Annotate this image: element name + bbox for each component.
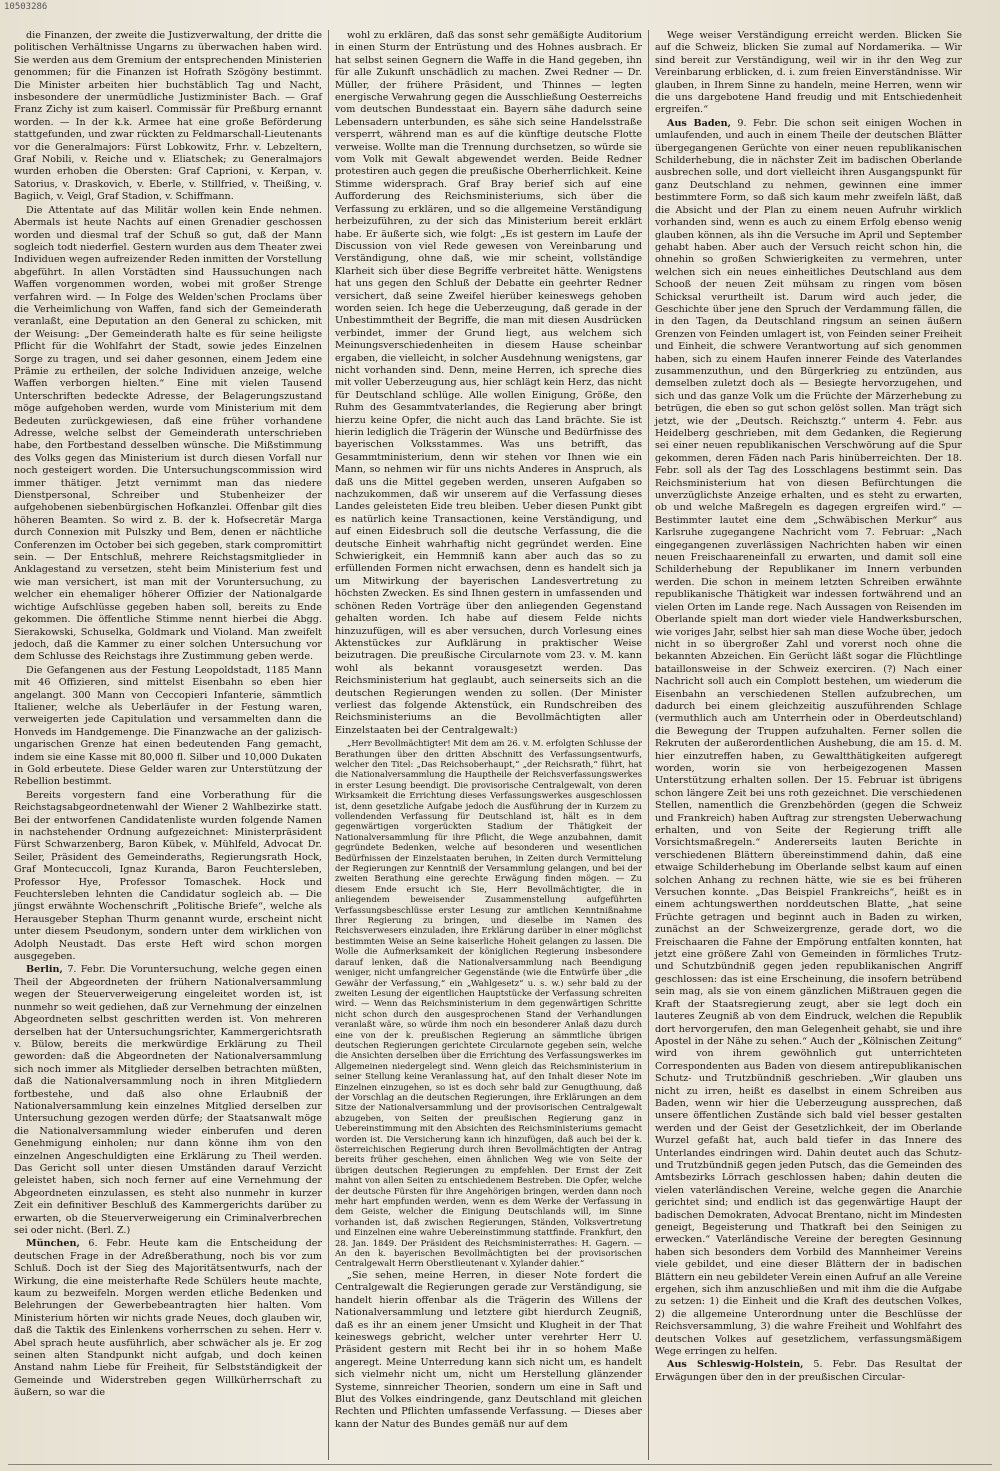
column-right bbox=[648, 30, 968, 1460]
article-paragraph: Die Attentate auf das Militär wollen kein Ende nehmen. Abermals ist heute Nachts auf einen Grenadier geschossen worden und diesmal traf der Schuß so gut, daß der Mann sogleich todt niederfiel. Gestern wurden aus dem Theater zwei Individuen wegen aufreizender Reden inmitten der Vorstellung abgeführt. In allen Vorstädten sind Haussuchungen nach Waffen vorgenommen worden, wobei mit großer Strenge verfahren wird. — In Folge des Welden'schen Proclams über die Verheimlichung von Waffen, fand sich der Gemeinderath veranlaßt, eine Deputation an den General zu schicken, mit der Weisung: „Der Gemeinderath halte es für seine heiligste Pflicht für die Wohlfahrt der Stadt, sowie jedes Einzelnen Sorge zu tragen, und sei daher gesonnen, einem Jedem eine Prämie zu ertheilen, der solche Individuen anzeige, welche Waffen verborgen hielten.“ Eine mit vielen Tausend Unterschriften bedeckte Adresse, der Belagerungszustand möge aufgehoben werden, wurde vom Ministerium mit dem Bedeuten zurückgewiesen, daß eine früher vorhandene Adresse, welche selbst der Gemeinderath unterschrieben habe, den Fortbestand desselben wünsche. Die Mißstimmung des Volks gegen das Ministerium ist durch diesen Vorfall nur noch gesteigert worden. Die Untersuchungscommission wird immer thätiger. Jetzt vernimmt man das niedere Dienstpersonal, Schreiber und Stubenheizer der aufgehobenen siebenbürgischen Hofkanzlei. Offenbar gilt dies höheren Beamten. So wird z. B. der k. Hofsecretär Marga durch Connexion mit Pulszky und Bem, denen er nächtliche Conferenzen im October bei sich gegeben, stark compromittirt sein. — Der Entschluß, mehrere Reichstagsmitglieder in Anklagestand zu versetzen, steht beim Ministerium fest und wie man versichert, ist man mit der Voruntersuchung, zu welcher ein ehemaliger höherer Offizier der Nationalgarde wichtige Aufschlüsse gegeben haben soll, bereits zu Ende gekommen. Die öffentliche Stimme nennt hierbei die Abgg. Sierakowski, Schuselka, Goldmark und Violand. Man zweifelt jedoch, daß die Kammer zu einer solchen Untersuchung vor dem Schlusse des Reichstags ihre Zustimmung geben werde. bbox=[14, 204, 322, 663]
article-columns bbox=[8, 30, 992, 1460]
article-paragraph: Die Gefangenen aus der Festung Leopoldstadt, 1185 Mann mit 46 Offizieren, sind mittelst Eisenbahn so eben hier angelangt. 300 Mann von Ceccopieri Infanterie, sämmtlich Italiener, welche als Ueberläufer in der Festung waren, verweigerten jede Capitulation und versammelten dann die Honveds im Handgemenge. Die Finanzwache an der galizisch-ungarischen Grenze hat einen bedeutenden Fang gemacht, indem sie eine Kasse mit 80,000 fl. Silber und 10,000 Dukaten in Gold erbeutete. Diese Gelder waren zur Unterstützung der Rebellion bestimmt. bbox=[14, 664, 322, 788]
article-paragraph-dateline bbox=[14, 1238, 322, 1399]
page-id-label: 10503286 bbox=[4, 2, 48, 12]
paragraph-text: 7. Febr. Die Voruntersuchung, welche gegen einen Theil der Abgeordneten der frühern Nationalversammlung wegen der Steuerverweigerung eingeleitet worden ist, ist nunmehr so weit gediehen, daß zur Vernehmung der einzelnen Abgeordneten selbst geschritten werden ist. Von mehreren derselben hat der Untersuchungsrichter, Kammergerichtsrath v. Bülow, bereits die merkwürdige Erklärung zu Theil geworden: daß die Abgeordneten der Nationalversammlung sich noch immer als Mitglieder derselben betrachten müßten, daß die Nationalversammlung noch in ihren Mitgliedern fortbestehe, und daß also ohne Erlaubniß der Nationalversammlung kein einzelnes Mitglied derselben zur Untersuchung gezogen werden dürfe; der Staatsanwalt möge die Nationalversammlung wieder einberufen und deren Genehmigung einholen; nur dann könne ihm von den einzelnen Angeschuldigten eine Erklärung zu Theil werden. Das Gericht soll unter diesen Umständen darauf Verzicht geleistet haben, sich noch ferner auf eine Vernehmung der Abgeordneten einzulassen, es steht also nunmehr in kurzer Zeit ein definitiver Beschluß des Kammergerichts darüber zu erwarten, ob die Steuerverweigerung ein Criminalverbrechen sei oder nicht. (Berl. Z.) bbox=[14, 964, 322, 1236]
article-paragraph-dateline bbox=[655, 1359, 962, 1384]
column-left bbox=[8, 30, 328, 1460]
article-small-print: „Herr Bevollmächtigter! Mit dem am 26. v. M. erfolgten Schlusse der Berathungen über den dritten Abschnitt des Verfassungsentwurfs, welcher den Titel: „Das Reichsoberhaupt,“ „der Reichsrath,“ führt, hat die Nationalversammlung die Hauptheile der Reichsverfassungswerkes in erster Lesung beendigt. Die provisorische Centralgewalt, von deren Wirksamkeit die Errichtung dieses Verfassungswerkes ausgeschlossen ist, denn gesetzliche Aufgabe jedoch die Ausführung der in Kurzem zu vollendenden Verfassung für Deutschland ist, hält es in dem gegenwärtigen vorgerückten Stadium der Thätigkeit der Nationalversammlung für ihre Pflicht, die Wege anzubahnen, damit gegründete Bedenken, welche auf besonderen und wesentlichen Bedürfnissen der Einzelstaaten beruhen, in Zeiten durch Vermittelung der Regierungen zur Kenntniß der Versammlung gelangen, und bei der zweiten Berathung eine gerechte Erwägung finden mögen. — Zu diesem Ende ersucht ich Sie, Herr Bevollmächtigter, die in anliegendem beweisender Zusammenstellung aufgeführten Verfassungsbeschlüsse erster Lesung zur amtlichen Kenntnißnahme Ihrer Regierung zu bringen, und dieselbe im Namen des Reichsverwesers einzuladen, ihre Erklärung darüber in einer möglichst bestimmten Weise an Seine kaiserliche Hoheit gelangen zu lassen. Die Wolle die Aufmerksamkeit der königlichen Regierung insbesondere darauf lenken, daß die Nationalversammlung nach Beendigung weniger, nicht umfangreicher Gegenstände (wie die Entwürfe über „die Gewähr der Verfassung,“ ein „Wahlgesetz“ u. s. w.) sehr bald zu der zweiten Lesung der eigentlichen Hauptstücke der Verfassung schreiten wird. — Wenn das Reichsministerium in dem gegenwärtigen Schritte nicht schon durch den ausgesprochenen Stand der Verhandlungen veranlaßt wäre, so würde ihm noch ein besonderer Anlaß dazu durch eine von der k. preußischen Regierung an sämmtliche übrigen deutschen Regierungen gerichtete Circularnote gegeben sein, welche die Ansichten derselben über die Errichtung des Verfassungswerkes im Allgemeinen niedergelegt sind. Wenn gleich das Reichsministerium in seiner Stellung keine Veranlassung hat, auf den Inhalt dieser Note im Einzelnen einzugehen, so ist es doch sehr bald zur Genugthuung, daß der Vorschlag an die deutschen Regierungen, ihre Erklärungen an dem Sitze der Nationalversammlung und der provisorischen Centralgewalt abzugeben, von Seiten der preußischen Regierung ganz in Uebereinstimmung mit den Absichten des Reichsministeriums gemacht worden ist. Die Versicherung kann ich hinzufügen, daß auch bei der k. österreichischen Regierung durch ihren Bevollmächtigten der Antrag bereits früher geschehen, einen ähnlichen Weg wie von Seite der übrigen deutschen Regierungen zu empfehlen. Der Ernst der Zeit mahnt von allen Seiten zu entschiedenem Bestreben. Die Opfer, welche der deutsche Fürsten für ihre Angehörigen bringen, werden dann noch mehr hart empfunden werden, wenn es dem Werke der Verfassung in dem Geiste, welcher die Einigung Deutschlands will, im Sinne vorhanden ist, daß zwischen Regierungen, Ständen, Volksvertretung und Einzelnen eine wahre Uebereinstimmung stattfinde. Frankfurt, den 28. Jan. 1849. Der Präsident des Reichsministerrathes: H. Gagern. — An den k. bayerischen Bevollmächtigten bei der provisorischen Centralgewalt Herrn Oberstlieutenant v. Xylander dahier.“ bbox=[335, 738, 642, 1269]
column-middle bbox=[328, 30, 648, 1460]
bottom-rule bbox=[8, 1464, 992, 1465]
article-paragraph: „Sie sehen, meine Herren, in dieser Note fordert die Centralgewalt die Regierungen gerade zur Verständigung, sie handelt hierin offenbar als die Trägerin des Willens der Nationalversammlung und letztere gibt hierdurch Zeugniß, daß es ihr an einem jener Umsicht und Klugheit in der That keineswegs gebricht, welcher unter verehrter Herr U. Präsident gestern mit Recht bei ihr in so hohem Maße angeregt. Meine Unterredung kann sich nicht um, es handelt sich vielmehr nicht um, nicht um Herstellung glänzender Systeme, sinnreicher Theorien, sondern um eine in Saft und Blut des Volkes eindringende, ganz Deutschland mit gleichen Rechten und Pflichten umfassende Verfassung. — Dieses aber kann der Natur des Bundes gemäß nur auf dem bbox=[335, 1269, 642, 1430]
article-paragraph-dateline bbox=[655, 118, 962, 1359]
article-paragraph: die Finanzen, der zweite die Justizverwaltung, der dritte die politischen Verhältnisse Ungarns zu überwachen haben wird. Sie werden aus dem Gremium der entsprechenden Ministerien genommen; für die Finanzen ist Hofrath Szögöny bestimmt. Die Minister arbeiten hier buchstäblich Tag und Nacht, insbesondere der unermüdliche Justizminister Bach. — Graf Franz Zichy ist zum kaiserl. Commissär für Preßburg ernannt worden. — In der k.k. Armee hat eine große Beförderung stattgefunden, und zwar rückten zu Feldmarschall-Lieutenants vor die Generalmajors: Fürst Lobkowitz, Frhr. v. Lebzeltern, Graf Nobili, v. Reiche und v. Eliatschek; zu Generalmajors wurden erhoben die Obersten: Graf Caprioni, v. Kerpan, v. Satorius, v. Draskovich, v. Eberle, v. Stillfried, v. Theißing, v. Bagiich, v. Veigl, Graf Stadion, v. Schiffmann. bbox=[14, 30, 322, 203]
dateline: Berlin, bbox=[26, 964, 63, 976]
paragraph-text: 6. Febr. Heute kam die Entscheidung der deutschen Frage in der Adreßberathung, noch bis vor zum Schluß. Doch ist der Sieg des Majoritätsentwurfs, nach der Wirkung, die eine meisterhafte Rede Schülers heute machte, kaum zu bezweifeln. Morgen werden etliche Bedenken und Belehrungen der Gewerbebeantragten hier halten. Vom Ministerium hörten wir nichts grade Neues, doch glauben wir, daß die Taktik des Einlenkens vorherrschen zu sehen. Herr v. Abel sprach heute ausführlich, aber schwächer als je. Er zog seinen alten Standpunkt nicht aufgab, und doch keinen Anstand nahm Liebe für Freiheit, für Selbstständigkeit der Gemeinde und Widerstreben gegen Willkürherrschaft zu äußern, so war die bbox=[14, 1238, 322, 1399]
article-paragraph: Bereits vorgestern fand eine Vorberathung für die Reichstagsabgeordnetenwahl der Wiener 2 Wahlbezirke statt. Bei der entworfenen Candidatenliste wurden folgende Namen in nachstehender Ordnung aufgezeichnet: Ministerpräsident Fürst Schwarzenberg, Baron Kübek, v. Mühlfeld, Advocat Dr. Seiler, Präsident des Gemeinderaths, Regierungsrath Hock, Graf Montecuccoli, Ignaz Kuranda, Baron Feuchtersleben, Professor Hye, Professor Tomaschek. Hock und Feuchtersleben lehnten die Candidatur sogleich ab. — Die jüngst erwähnte Wochenschrift „Politische Briefe“, welche als Herausgeber Stephan Thurm genannt wurde, erscheint nicht unter diesem Pseudonym, sondern unter dem wirklichen von Adolph Neustadt. Das erste Heft wird schon morgen ausgegeben. bbox=[14, 789, 322, 963]
dateline: Aus Schleswig-Holstein, bbox=[667, 1359, 804, 1371]
dateline: Aus Baden, bbox=[667, 117, 731, 129]
article-paragraph: wohl zu erklären, daß das sonst sehr gemäßigte Auditorium in einen Sturm der Entrüstung und des Hohnes ausbrach. Er hat selbst seinen Gegnern die Waffe in die Hand gegeben, ihn für alle Zukunft unschädlich zu machen. Zwei Redner — Dr. Müller, der frühere Präsident, und Thinnes — legten energische Verwahrung gegen die Ausschließung Oesterreichs vom deutschen Bundesstaat ein. Bayern sähe dadurch seine Lebensadern unterbunden, es sähe sich seine Handelsstraße versperrt, während man es auf die künftige deutsche Flotte verweise. Wollte man die Trennung durchsetzen, so würde sie vom Volk mit Gewalt abgewendet werden. Beide Redner protestiren auch gegen die preußische Oberherrlichkeit. Keine Stimme widersprach. Graf Bray berief sich auf eine Aufforderung des Reichsministeriums, sich über die Verfassung zu erklären, und so die allgemeine Verständigung herbeizuführen, zu der sich das Ministerium bereit erklärt habe. Er äußerte sich, wie folgt: „Es ist gestern im Laufe der Discussion von viel Rede gewesen von Vereinbarung und Verständigung, ohne daß, wie mir scheint, vollständige Klarheit sich über diese Begriffe verbreitet hätte. Wenigstens hat uns gegen den Schluß der Debatte ein geehrter Redner versichert, daß seine Zweifel hierüber keineswegs gehoben worden seien. Ich hege die Ueberzeugung, daß gerade in der Unbestimmtheit der Begriffe, die man mit diesen Ausdrücken verbindet, immer der Grund liegt, aus welchem sich Meinungsverschiedenheiten in diesem Hause scheinbar ergaben, die vielleicht, in solcher Ausdehnung wenigstens, gar nicht vorhanden sind. Denn, meine Herren, ich spreche dies mit voller Ueberzeugung aus, hier schlägt kein Herz, das nicht für Deutschland schlüge. Alle wollen Einigung, Größe, den Ruhm des Gesammtvaterlandes, die Regierung aber bringt hierzu keine Opfer, die nicht auch das Land brächte. Sie ist hierin lediglich die Trägerin der Wünsche und Bedürfnisse des bayerischen Volksstammes. Was uns betrifft, das Gesammtministerium, denn wir stehen vor Ihnen wie ein Mann, so nehmen wir für uns nichts Anderes in Anspruch, als daß uns die Mittel gegeben werden, unseren Aufgaben so nachzukommen, daß wir unserem auf die Verfassung dieses Landes geleisteten Eide treu bleiben. Ueber diesen Punkt gibt es natürlich keine Transactionen, keine Verständigung, und auf einen Eidesbruch soll die deutsche Verfassung, die die deutsche Einheit wahrhaftig nicht gegründet werden. Eine Schwierigkeit, ein Hemmniß kann aber auch das so zu erfüllenden Formen nicht erwachsen, denn es handelt sich ja um Mitwirkung der bayerischen Landesvertretung zu höchsten Zwecken. Es sind Ihnen gestern in umfassenden und schönen Reden Vorträge über den anliegenden Gegenstand gehalten worden. Ich habe auf diesem Felde nichts hinzuzufügen, will es aber versuchen, durch Vorlesung eines Aktenstückes zur Aufklärung in praktischer Weise beizutragen. Die preußische Circularnote vom 23. v. M. kann wohl als bekannt vorausgesetzt werden. Das Reichsministerium hat geglaubt, auch seinerseits sich an die deutschen Regierungen wenden zu sollen. (Der Minister verliest das folgende Aktenstück, ein Rundschreiben des Reichsministeriums an die Bevollmächtigten aller Einzelstaaten bei der Centralgewalt:) bbox=[335, 30, 642, 736]
paragraph-text: 5. Febr. Das Resultat der Erwägungen über den in der preußischen Circular- bbox=[655, 1359, 962, 1383]
article-paragraph: Wege weiser Verständigung erreicht werden. Blicken Sie auf die Schweiz, blicken Sie zumal auf Nordamerika. — Wir sind bereit zur Verständigung, weil wir in ihr den Weg zur Vereinbarung erblicken, d. i. zum freien Einverständnisse. Wir glauben, in Ihrem Sinne zu handeln, meine Herren, wenn wir die uns dargebotene Hand freudig und mit Entschiedenheit ergreifen.“ bbox=[655, 30, 962, 116]
dateline: München, bbox=[26, 1238, 80, 1250]
article-paragraph-dateline bbox=[14, 964, 322, 1237]
paragraph-text: 9. Febr. Die schon seit einigen Wochen in umlaufenden, und auch in einem Theile der deutschen Blätter übergegangenen Gerüchte von einer neuen republikanischen Schilderhebung, die in nächster Zeit im badischen Oberlande ausbrechen solle, und dort vielleicht ihren Ausgangspunkt für ganz Deutschland zu nehmen, gewinnen eine immer bestimmtere Form, so daß sich kaum mehr zweifeln läßt, daß die Absicht und der Plan zu einem neuen Aufruhr wirklich vorhanden sind, wenn es auch zu einem Erfolg ebenso wenig glauben können, als ihn die Versuche im April und September gehabt haben. Aber auch der Versuch reicht schon hin, die ohnehin so großen Schwierigkeiten zu vermehren, unter welchen sich ein neues einheitliches Deutschland aus dem Schooß der neuen Zeit mühsam zu ringen vom bösen Schicksal verurtheilt ist. Darum wird auch jeder, die Geschichte über jene den Spruch der Verdammung fällen, die in den Tagen, da Deutschland ringsum an seinen äußern Grenzen von Feinden umlagert ist, von Feinden seiner Freiheit und Einheit, die schwere Verantwortung auf sich genommen haben, sich zu einem Haufen innerer Feinde des Vaterlandes zusammenzuthun, und den Bürgerkrieg zu entzünden, aus demselben zuletzt doch als — Besiegte hervorzugehen, und sich und das ganze Volk um die Früchte der Märzerhebung zu betrügen, die eben so gut schon gelöst sollen. Man trägt sich jetzt, wie der „Deutsch. Reichsztg.“ unterm 4. Febr. aus Heidelberg geschrieben, mit dem Gedanken, die Regierung sei einer neuen republikanischen Verschwörung auf die Spur gekommen, deren Fäden nach Paris hinüberreichten. Der 18. Febr. soll als der Tag des Losschlagens bestimmt sein. Das Reichsministerium hat von diesen Befürchtungen die unverzüglichste Anzeige erhalten, und es steht zu erwarten, ob und welche Maßregeln es dagegen ergreifen wird.“ — Bestimmter lautet eine dem „Schwäbischen Merkur“ aus Karlsruhe zugegangene Nachricht vom 7. Februar: „Nach eingegangenen zuverlässigen Nachrichten haben wir einen neuen Freischaareneinfall zu erwarten, und damit soll eine Schilderhebung der Republikaner im Innern verbunden werden. Die schon in meinem letzten Schreiben erwähnte republikanische Thätigkeit war indessen fortwährend und an vielen Orten im Lande rege. Nach Aussagen von Reisenden im Oberlande spielt man dort wieder viele Handwerksburschen, wie voriges Jahr, selbst hier sah man diese Woche über, jedoch nicht in so übergroßer Zahl und vorerst noch ohne die bekannten Abzeichen. Ein Gerücht läßt sogar die Flüchtlinge bataillonsweise in der Schweiz exerciren. (?) Nach einer Nachricht soll auch ein Complott bestehen, um wiederum die Eisenbahn an verschiedenen Stellen aufzubrechen, um dadurch bei einem gleichzeitig auszuführenden Schlage (vermuthlich auch am Unterrhein oder in Oberdeutschland) die Bewegung der Truppen aufzuhalten. Ferner sollen die Rekruten der außerordentlichen Aushebung, die am 15. d. M. hier einzutreffen haben, zu Gewaltthätigkeiten aufgeregt worden, worin sie von herbeigezogenen Massen Unterstützung erhalten sollen. Der 15. Februar ist übrigens schon längere Zeit bei uns roth gezeichnet. Die verschiedenen Stellen, namentlich die Grenzbehörden (gegen die Schweiz und Frankreich) haben Auftrag zur strengsten Ueberwachung erhalten, und von Seite der Regierung trifft alle Vorsichtsmaßregeln.“ Andererseits lauten Berichte in verschiedenen Blättern übereinstimmend dahin, daß eine etwaige Schilderhebung im Oberlande selbst kaum auf einen solchen Anhang zu rechnen hätte, wie sie es bei früheren Versuchen konnte. „Das Beispiel Frankreichs“, heißt es in einem achtungswerthen norddeutschen Blatte, „hat seine Früchte getragen und beginnt auch in Baden zu wirken, zunächst an der Schweizergrenze, gerade dort, wo die Freischaaren die Fahne der Empörung entfalten konnten, hat jetzt eine größere Zahl von Gemeinden in förmliches Trutz- und Schutzbündniß gegen jeden republikanischen Angriff geschlossen: das ist eine Erscheinung, die insofern betrübend sein mag, als sie von einem gänzlichen Mißtrauen gegen die Kraft der Staatsregierung zeugt, aber sie legt doch ein lauteres Zeugniß ab von dem Eindruck, welchen die Republik dort hervorgerufen, den man Gelegenheit gehabt, sie und ihre Apostel in der Nähe zu sehen.“ Auch der „Kölnischen Zeitung“ wird von ihrem gewöhnlich gut unterrichteten Correspondenten aus Baden von diesem antirepublikanischen Schutz- und Trutzbündniß geschrieben. „Wir glauben uns nicht zu irren, heißt es daselbst in einem Schreiben aus Baden, wenn wir hier die Ueberzeugung aussprechen, daß unsere öffentlichen Zustände sich bald viel besser gestalten werden und der Geist der Gesetzlichkeit, der im Oberlande Wurzel gefaßt hat, auch bald tiefer in das Innere des Unterlandes eindringen wird. Dahin deutet auch das Schutz- und Trutzbündniß gegen jeden Putsch, das die Gemeinden des Amtsbezirks Lörrach geschlossen haben; dahin deuten die vielen vaterländischen Vereine, welche gegen die Anarchie gerichtet sind; und endlich ist das gegenwärtige Haupt der badischen Demokraten, Advocat Brentano, nicht im Mindesten geneigt, Begeisterung und Thatkraft bei den Seinigen zu erwecken.“ Vaterländische Vereine der beregten Gesinnung haben sich besonders dem Vorbild des Mannheimer Vereins viele gebildet, und eine dieser Blättern der in badischen Blättern ein neu gebildeter Verein einen Aufruf an alle Vereine ergehen, sich ihm anzuschließen und mit ihm die die Aufgabe zu setzen: 1) die Einheit und die Kraft des deutschen Volkes, 2) die allgemeine Unterordnung unter die Beschlüsse der Reichsversammlung, 3) die wahre Freiheit und Wohlfahrt des deutschen Volkes auf gesetzlichem, verfassungsmäßigem Wege erringen zu helfen. bbox=[655, 117, 962, 1358]
